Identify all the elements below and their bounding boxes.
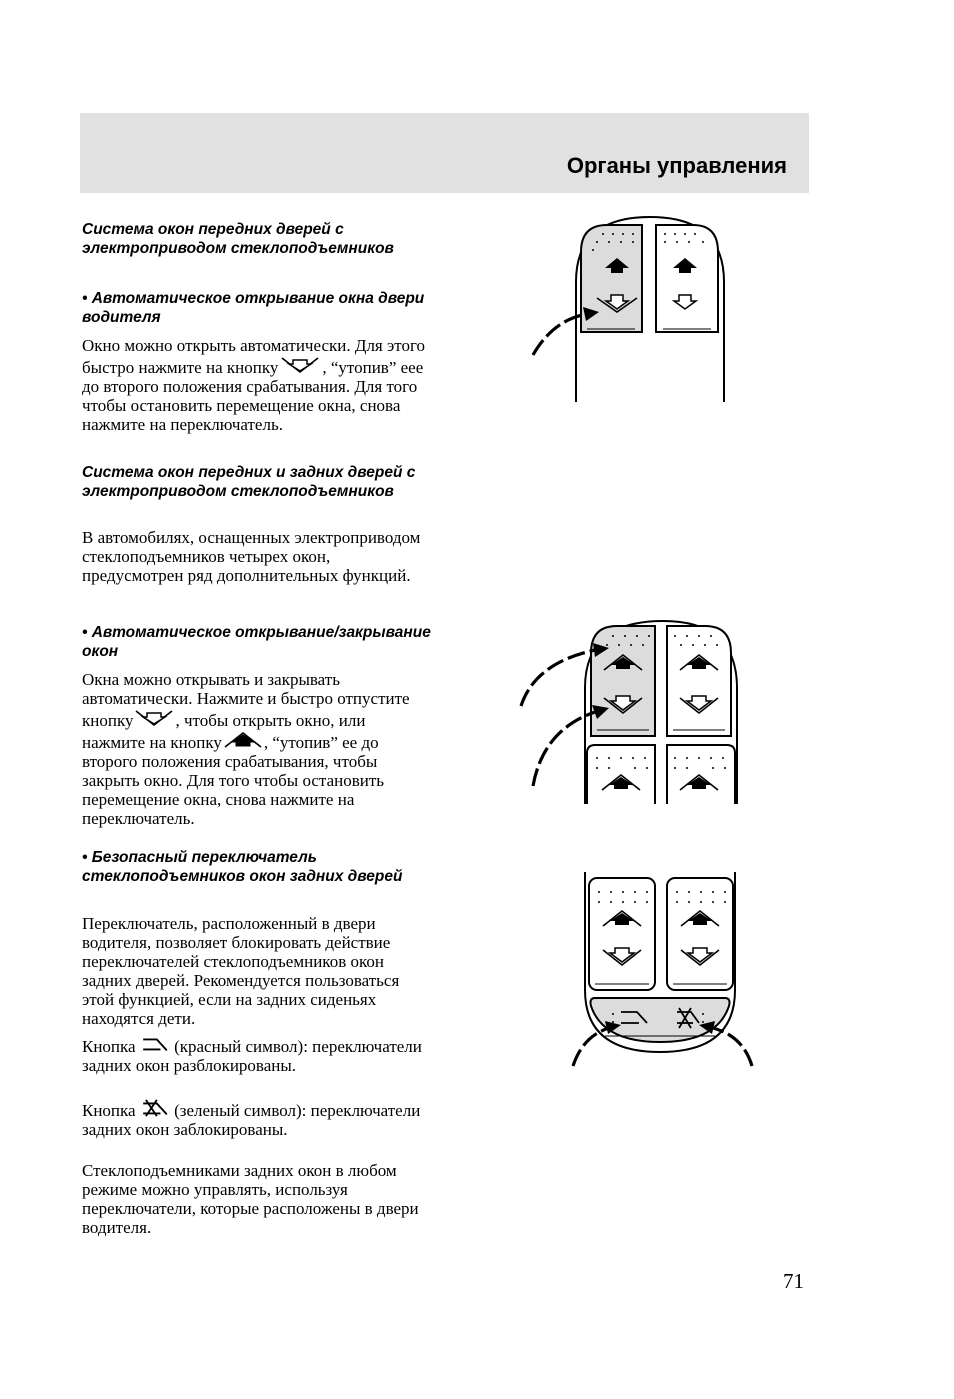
paragraph (82, 1034, 432, 1075)
section-front-rear-windows (82, 463, 432, 501)
rear-right-window-button (667, 745, 735, 804)
text: Кнопка (82, 1037, 136, 1056)
window-up-icon (222, 730, 264, 750)
paragraph-auto-open-close (82, 670, 432, 828)
section-front-windows (82, 220, 432, 258)
paragraph-driver-control (82, 1161, 432, 1237)
page-number: 71 (783, 1269, 804, 1293)
passenger-window-button (667, 626, 731, 736)
paragraph-unlock-button (82, 1034, 432, 1075)
paragraph (82, 1098, 432, 1139)
text: Окна можно открывать и закрывать автоматически. Нажмите и быстро отпустите кнопку (82, 670, 410, 730)
rear-lockout-switch-figure (565, 870, 760, 1070)
text: , “утопив” ее до второго положения срабатывания, чтобы закрыть окно. Для того чтобы остановить перемещение окна, снова нажмите на переключатель. (82, 733, 385, 828)
window-down-icon (278, 355, 322, 375)
child-lock-on-icon (140, 1098, 170, 1118)
paragraph-lock-button (82, 1098, 432, 1139)
paragraph (82, 336, 432, 434)
child-lock-off-icon (140, 1034, 170, 1054)
text: Кнопка (82, 1101, 136, 1120)
lockout-switch-panel (591, 998, 730, 1042)
paragraph-lockout-intro (82, 914, 432, 1028)
section-heading: Система окон передних дверей с электроприводом стеклоподъемников (82, 221, 394, 257)
text: , “утопив” еее до второго положения срабатывания. Для того чтобы остановить перемещение окна, снова нажмите на переключатель. (82, 358, 424, 434)
bullet-auto-open-close (82, 623, 432, 661)
text: , чтобы открыть окно, или нажмите на кнопку (82, 711, 366, 752)
page-title: Органы управления (566, 153, 787, 178)
text: Окно можно открыть автоматически. Для этого быстро нажмите на кнопку (82, 336, 426, 377)
paragraph: Стеклоподъемниками задних окон в любом режиме можно управлять, используя переключатели, которые расположены в двери водителя. (82, 1161, 419, 1237)
driver-window-button (591, 626, 655, 736)
bullet-driver-auto-open (82, 289, 432, 327)
bullet-rear-lockout (82, 848, 432, 886)
text: (красный символ): переключатели задних окон разблокированы. (82, 1037, 422, 1075)
bullet-heading: • Автоматическое открывание/закрывание окон (82, 624, 431, 660)
paragraph-driver-auto-open (82, 336, 432, 434)
four-window-switch-figure (515, 618, 745, 808)
section-heading: Система окон передних и задних дверей с электроприводом стеклоподъемников (82, 464, 416, 500)
rear-left-window-button (589, 878, 655, 990)
paragraph: Переключатель, расположенный в двери водителя, позволяет блокировать действие переключателей стеклоподъемников окон задних дверей. Рекомендуется пользоваться этой функцией, если на задних сиденьях находятся дети. (82, 914, 400, 1028)
rear-left-window-button (587, 745, 655, 804)
paragraph (82, 670, 432, 828)
paragraph-extra-functions (82, 528, 432, 585)
window-down-icon (133, 708, 175, 728)
text: (зеленый символ): переключатели задних окон заблокированы. (82, 1101, 421, 1139)
rear-right-window-button (667, 878, 733, 990)
front-window-switch-figure (525, 212, 735, 407)
bullet-heading: • Автоматическое открывание окна двери водителя (82, 290, 425, 326)
passenger-window-button (656, 225, 718, 332)
paragraph: В автомобилях, оснащенных электроприводом стеклоподъемников четырех окон, предусмотрен ряд дополнительных функций. (82, 528, 421, 585)
bullet-heading: • Безопасный переключатель стеклоподъемников окон задних дверей (82, 849, 403, 885)
header-band (80, 113, 809, 193)
